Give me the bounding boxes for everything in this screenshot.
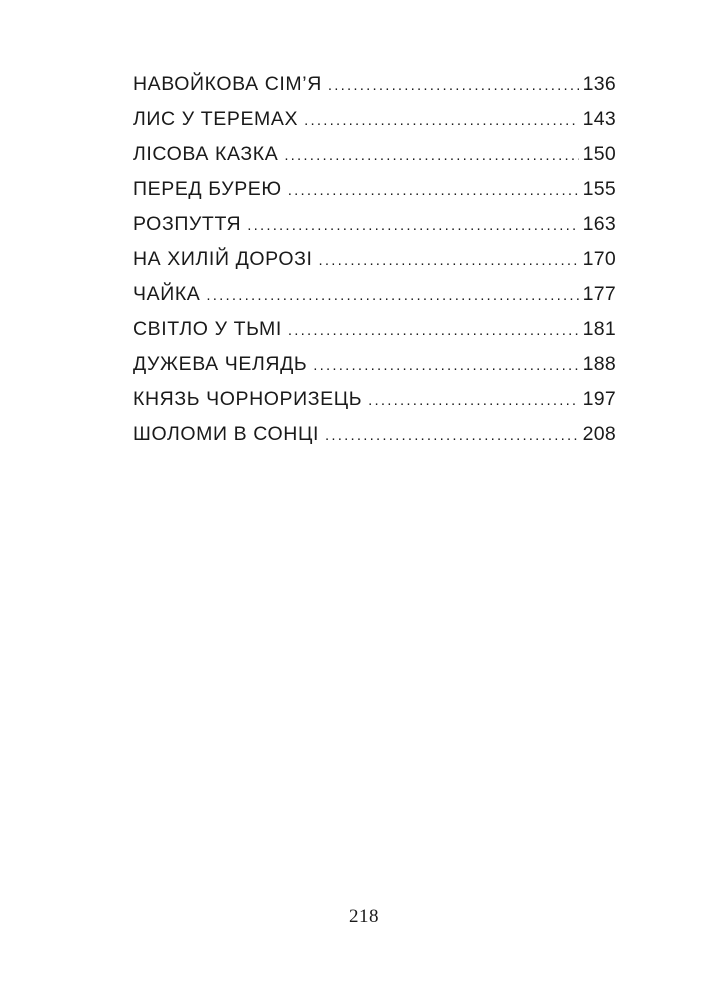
- toc-dot-leader: [247, 218, 578, 233]
- toc-entry: [133, 213, 616, 248]
- toc-entry-page: 170: [582, 248, 616, 270]
- toc-entry: [133, 108, 616, 143]
- toc-dot-leader: [368, 393, 578, 408]
- toc-dot-leader: [288, 183, 579, 198]
- toc-entry-title: ЛИС У ТЕРЕМАХ: [133, 108, 299, 130]
- toc-entry: [133, 178, 616, 213]
- toc-entry: [133, 353, 616, 388]
- toc-entry-page: 143: [582, 108, 616, 130]
- toc-entry-page: 163: [582, 213, 616, 235]
- toc-entry-title: ДУЖЕВА ЧЕЛЯДЬ: [133, 353, 308, 375]
- toc-entry: [133, 318, 616, 353]
- toc-entry-page: 177: [582, 283, 616, 305]
- toc-entry-page: 155: [582, 178, 616, 200]
- toc-entry-title: КНЯЗЬ ЧОРНОРИЗЕЦЬ: [133, 388, 363, 410]
- toc-entry: [133, 248, 616, 283]
- toc-dot-leader: [206, 288, 578, 303]
- toc-dot-leader: [328, 78, 579, 93]
- toc-entry-title: ЛІСОВА КАЗКА: [133, 143, 279, 165]
- toc-entry-title: ПЕРЕД БУРЕЮ: [133, 178, 282, 200]
- toc-dot-leader: [313, 358, 578, 373]
- toc-entry-page: 188: [582, 353, 616, 375]
- toc-entry-title: СВІТЛО У ТЬМІ: [133, 318, 282, 340]
- toc-entry-page: 208: [582, 423, 616, 445]
- toc-dot-leader: [325, 428, 579, 443]
- toc-entry: [133, 388, 616, 423]
- toc-entry-title: НАВОЙКОВА СІМ’Я: [133, 73, 322, 95]
- toc-entry: [133, 73, 616, 108]
- toc-entry-title: РОЗПУТТЯ: [133, 213, 242, 235]
- toc-entry: [133, 423, 616, 458]
- toc-dot-leader: [284, 148, 578, 163]
- toc-entry-title: ШОЛОМИ В СОНЦІ: [133, 423, 320, 445]
- toc-entry-page: 181: [582, 318, 616, 340]
- toc-entry-title: НА ХИЛІЙ ДОРОЗІ: [133, 248, 313, 270]
- toc-entry-page: 136: [582, 73, 616, 95]
- toc-entry: [133, 283, 616, 318]
- toc-entry-title: ЧАЙКА: [133, 283, 201, 305]
- toc-dot-leader: [288, 323, 579, 338]
- page-number: 218: [349, 906, 379, 927]
- toc-entry: [133, 143, 616, 178]
- toc-entry-page: 197: [582, 388, 616, 410]
- toc-dot-leader: [319, 253, 579, 268]
- table-of-contents: [133, 73, 616, 458]
- toc-dot-leader: [304, 113, 578, 128]
- toc-entry-page: 150: [582, 143, 616, 165]
